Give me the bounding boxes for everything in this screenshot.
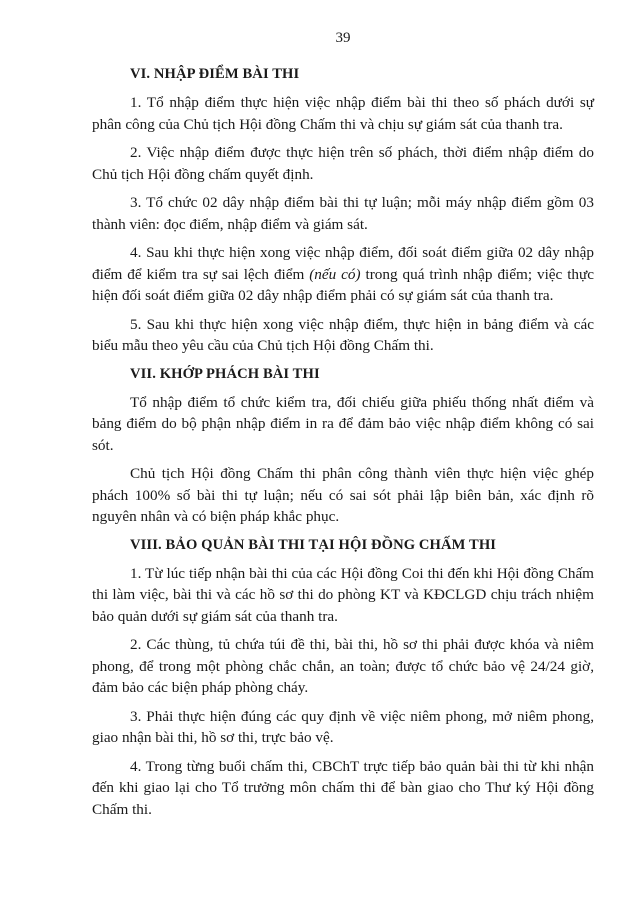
paragraph: 1. Tổ nhập điểm thực hiện việc nhập điểm bài thi theo số phách dưới sự phân công của Chủ tịch Hội đồng Chấm thi và chịu sự giám sát của thanh tra.	[92, 94, 594, 133]
paragraph: 2. Các thùng, tủ chứa túi đề thi, bài thi, hồ sơ thi phải được khóa và niêm phong, để trong một phòng chắc chắn, an toàn; được tổ chức bảo vệ 24/24 giờ, đảm bảo các biện pháp phòng cháy.	[92, 636, 594, 696]
document-page	[92, 28, 594, 827]
paragraph-text: trong quá trình nhập điểm; việc thực hiện đối soát điểm giữa 02 dây nhập điểm phải có sự giám sát của thanh tra.	[92, 265, 594, 304]
paragraph-italic-text: (nếu có)	[309, 265, 361, 283]
paragraph: 2. Việc nhập điểm được thực hiện trên số phách, thời điểm nhập điểm do Chủ tịch Hội đồng chấm quyết định.	[92, 144, 594, 183]
page-number: 39	[335, 30, 351, 46]
section-bao-quan	[92, 535, 594, 821]
paragraph: 5. Sau khi thực hiện xong việc nhập điểm, thực hiện in bảng điểm và các biểu mẫu theo yêu cầu của Chủ tịch Hội đồng Chấm thi.	[92, 315, 594, 354]
paragraph-text: 4. Sau khi thực hiện xong việc nhập điểm, đối soát điểm giữa 02 dây nhập điểm để kiểm tra sự sai lệch điểm	[92, 244, 594, 283]
paragraph: Tổ nhập điểm tổ chức kiểm tra, đối chiếu giữa phiếu thống nhất điểm và bảng điểm do bộ phận nhập điểm in ra để đảm bảo việc nhập điểm không có sai sót.	[92, 393, 594, 454]
section-nhap-diem	[92, 64, 594, 357]
section-heading: VI. NHẬP ĐIỂM BÀI THI	[130, 66, 300, 82]
section-heading: VIII. BẢO QUẢN BÀI THI TẠI HỘI ĐỒNG CHẤM THI	[130, 536, 497, 553]
paragraph: 3. Tổ chức 02 dây nhập điểm bài thi tự luận; mỗi máy nhập điểm gồm 03 thành viên: đọc điểm, nhập điểm và giám sát.	[92, 194, 594, 233]
paragraph: Chủ tịch Hội đồng Chấm thi phân công thành viên thực hiện việc ghép phách 100% số bài thi tự luận; nếu có sai sót phải lập biên bản, xác định rõ nguyên nhân và có biện pháp khắc phục.	[92, 465, 594, 525]
section-heading: VII. KHỚP PHÁCH BÀI THI	[130, 365, 320, 382]
paragraph: 3. Phải thực hiện đúng các quy định về việc niêm phong, mở niêm phong, giao nhận bài thi, hồ sơ thi, trực bảo vệ.	[92, 707, 594, 746]
section-khop-phach	[92, 364, 594, 528]
paragraph: 1. Từ lúc tiếp nhận bài thi của các Hội đồng Coi thi đến khi Hội đồng Chấm thi làm việc, bài thi và các hồ sơ thi do phòng KT và KĐCLGD chịu trách nhiệm bảo quản dưới sự giám sát của thanh tra.	[92, 564, 594, 625]
paragraph	[92, 242, 594, 307]
paragraph: 4. Trong từng buổi chấm thi, CBChT trực tiếp bảo quản bài thi từ khi nhận đến khi giao lại cho Tổ trưởng môn chấm thi để bàn giao cho Thư ký Hội đồng Chấm thi.	[92, 757, 594, 818]
